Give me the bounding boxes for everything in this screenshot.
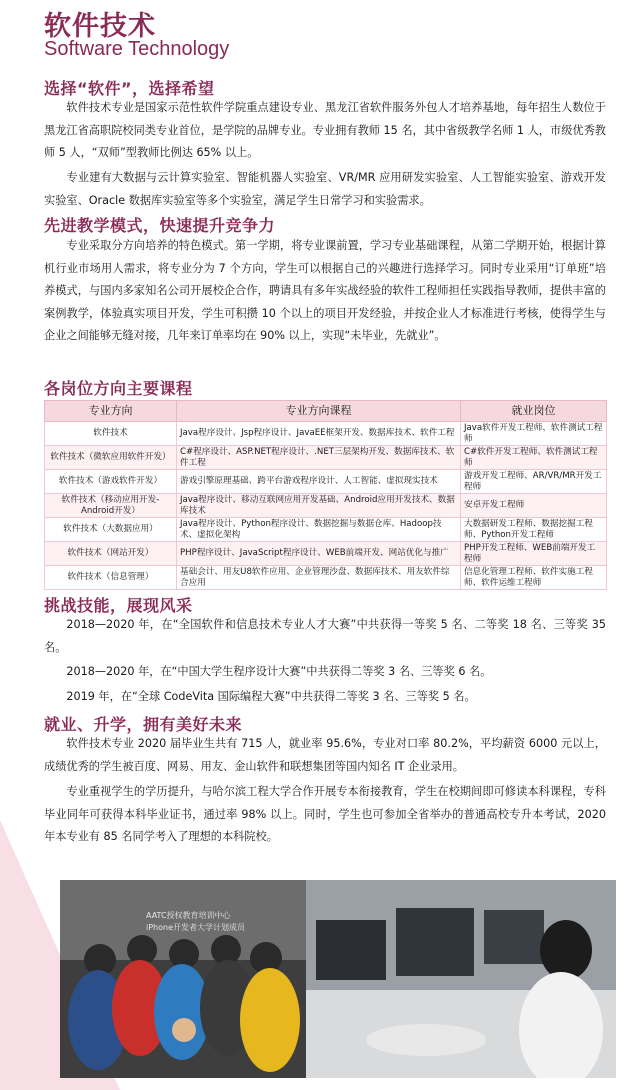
computer-lab-photo <box>306 880 616 1078</box>
section-heading-teaching: 先进教学模式，快速提升竞争力 <box>44 216 276 235</box>
table-row <box>45 422 607 446</box>
paragraph-award-2: 2018—2020 年，在“中国大学生程序设计大赛”中共获得二等奖 3 名、三等奖 6 名。 <box>66 665 492 678</box>
cell-courses: Java程序设计、移动互联网应用开发基础、Android应用开发技术、数据库技术 <box>177 494 461 518</box>
cell-direction: 软件技术（游戏软件开发） <box>45 470 177 494</box>
cell-jobs: 大数据研发工程师、数据挖掘工程师、Python开发工程师 <box>461 518 607 542</box>
cell-courses: Java程序设计、Python程序设计、数据挖掘与数据仓库、Hadoop技术、虚拟化架构 <box>177 518 461 542</box>
paragraph-education: 专业重视学生的学历提升，与哈尔滨工程大学合作开展专本衔接教育，学生在校期间即可修读本科课程，专科毕业同年可获得本科毕业证书，通过率 98% 以上。同时，学生也可参加全省举办的普通高校专升本考试，2020 年本专业有 85 名同学考入了理想的本科院校。 <box>44 785 606 843</box>
table-row <box>45 542 607 566</box>
cell-jobs: Java软件开发工程师、软件测试工程师 <box>461 422 607 446</box>
paragraph-award-1: 2018—2020 年，在“全国软件和信息技术专业人才大赛”中共获得一等奖 5 名、二等奖 18 名、三等奖 35 名。 <box>44 618 606 654</box>
cell-courses: PHP程序设计、JavaScript程序设计、WEB前端开发、网站优化与推广 <box>177 542 461 566</box>
table-header-jobs: 就业岗位 <box>461 401 607 422</box>
cell-direction: 软件技术（微软应用软件开发） <box>45 446 177 470</box>
paragraph-teaching: 专业采取分方向培养的特色模式。第一学期，将专业课前置，学习专业基础课程，从第二学期开始，根据计算机行业市场用人需求，将专业分为 7 个方向，学生可以根据自己的兴趣进行选择学习。同时专业采用“订单班”培养模式，与国内多家知名公司开展校企合作，聘请具有多年实战经验的软件工程师担任实践指导教师，提供丰富的案例教学，体验真实项目开发，学生可积攒 10 个以上的项目开发经验，并按企业人才标准进行考核，使得学生与企业之间能够无缝对接，几年来订单率均在 90% 以上，实现“未毕业，先就业”。 <box>44 239 606 342</box>
cell-courses: 游戏引擎原理基础、跨平台游戏程序设计、人工智能、虚拟现实技术 <box>177 470 461 494</box>
cell-direction: 软件技术（移动应用开发-Android开发） <box>45 494 177 518</box>
cell-jobs: PHP开发工程师、WEB前端开发工程师 <box>461 542 607 566</box>
table-row <box>45 470 607 494</box>
section-heading-future: 就业、升学，拥有美好未来 <box>44 715 243 734</box>
page-title: 软件技术 <box>44 11 156 42</box>
paragraph-employment: 软件技术专业 2020 届毕业生共有 715 人，就业率 95.6%，专业对口率 80.2%，平均薪资 6000 元以上，成绩优秀的学生被百度、网易、用友、金山软件和联想集团等国内知名 IT 企业录用。 <box>44 737 606 773</box>
cell-courses: 基础会计、用友U8软件应用、企业管理沙盘、数据库技术、用友软件综合应用 <box>177 566 461 590</box>
table-row <box>45 518 607 542</box>
lab-photo-art <box>306 880 616 1078</box>
cell-courses: Java程序设计、Jsp程序设计、JavaEE框架开发、数据库技术、软件工程 <box>177 422 461 446</box>
table-row <box>45 566 607 590</box>
students-group-photo <box>60 880 308 1078</box>
section-heading-choose: 选择“软件”，选择希望 <box>44 79 215 98</box>
section-heading-skills: 挑战技能，展现风采 <box>44 596 193 615</box>
section-heading-courses: 各岗位方向主要课程 <box>44 379 193 398</box>
paragraph-intro: 软件技术专业是国家示范性软件学院重点建设专业、黑龙江省软件服务外包人才培养基地，每年招生人数位于黑龙江省高职院校同类专业首位，是学院的品牌专业。专业拥有教师 15 名，其中省级教学名师 1 人，市级优秀教师 5 人，“双师”型教师比例达 65% 以上。 <box>44 101 606 159</box>
sign-line-1: AATC授权教育培训中心 <box>146 911 231 920</box>
cell-direction: 软件技术 <box>45 422 177 446</box>
paragraph-award-3: 2019 年，在“全球 CodeVita 国际编程大赛”中共获得二等奖 3 名、三等奖 5 名。 <box>66 690 476 703</box>
cell-direction: 软件技术（网站开发） <box>45 542 177 566</box>
table-header-direction: 专业方向 <box>45 401 177 422</box>
cell-jobs: 信息化管理工程师、软件实施工程师、软件运维工程师 <box>461 566 607 590</box>
paragraph-labs: 专业建有大数据与云计算实验室、智能机器人实验室、VR/MR 应用研发实验室、人工智能实验室、游戏开发实验室、Oracle 数据库实验室等多个实验室，满足学生日常学习和实验需求。 <box>44 171 606 207</box>
table-row <box>45 446 607 470</box>
table-row <box>45 494 607 518</box>
photo-strip <box>60 880 616 1078</box>
cell-jobs: 游戏开发工程师、AR/VR/MR开发工程师 <box>461 470 607 494</box>
table-header-courses: 专业方向课程 <box>177 401 461 422</box>
cell-courses: C#程序设计、ASP.NET程序设计、.NET三层架构开发、数据库技术、软件工程 <box>177 446 461 470</box>
cell-direction: 软件技术（大数据应用） <box>45 518 177 542</box>
page-subtitle: Software Technology <box>44 38 230 60</box>
students-photo-art <box>60 880 308 1078</box>
cell-jobs: C#软件开发工程师、软件测试工程师 <box>461 446 607 470</box>
cell-direction: 软件技术（信息管理） <box>45 566 177 590</box>
sign-line-2: iPhone开发者大学计划成员 <box>146 923 246 932</box>
courses-table <box>44 400 607 590</box>
cell-jobs: 安卓开发工程师 <box>461 494 607 518</box>
